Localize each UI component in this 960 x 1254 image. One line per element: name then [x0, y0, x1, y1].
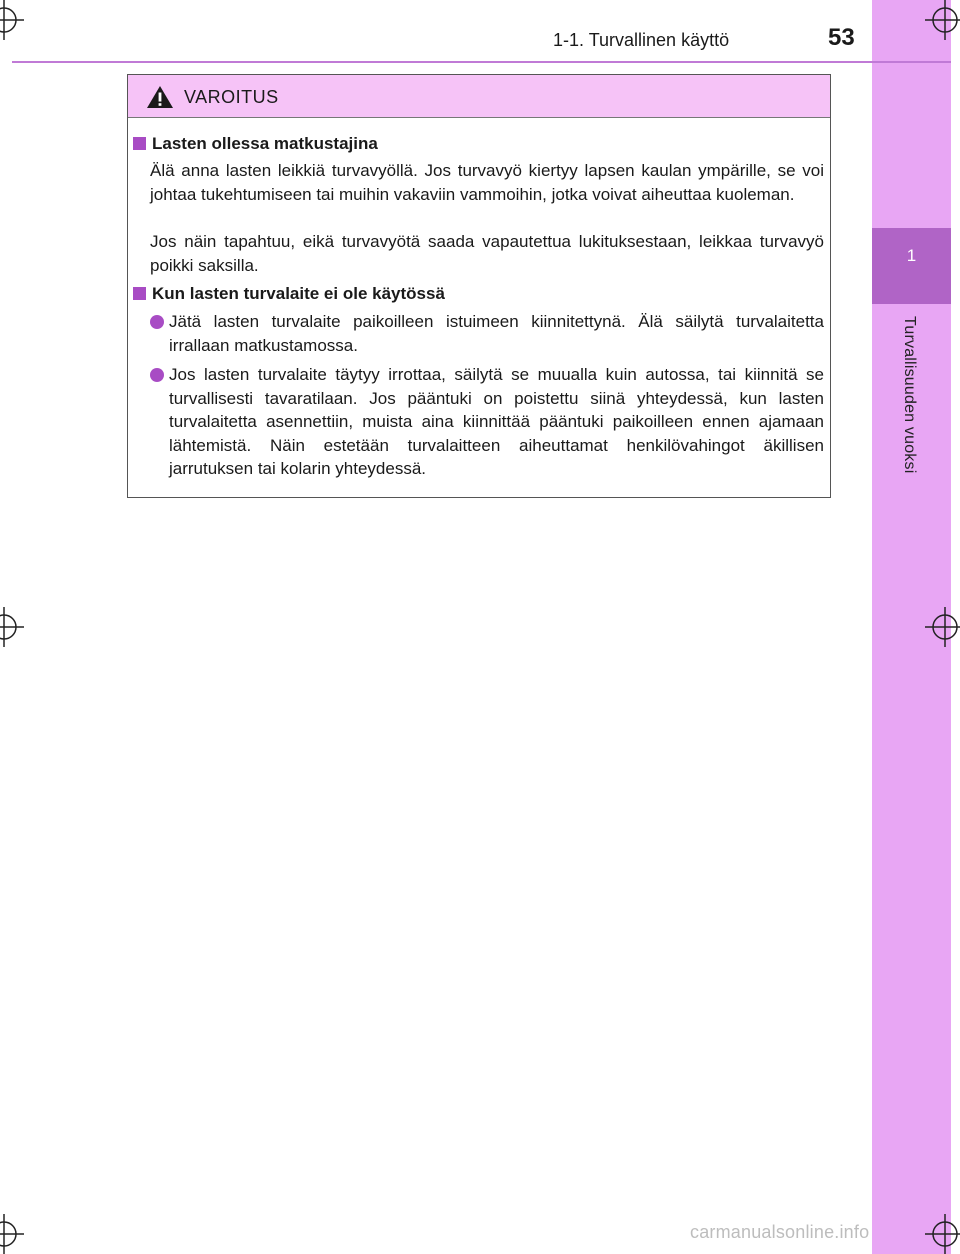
registration-mark-icon [925, 0, 960, 40]
section-heading-children-passengers: Lasten ollessa matkustajina [133, 134, 378, 154]
warning-box [127, 74, 831, 498]
page-number: 53 [828, 24, 855, 51]
list-item: Jätä lasten turvalaite paikoilleen istuimeen kiinnitettynä. Älä säilytä turvalaitetta irrallaan matkustamossa. [150, 310, 824, 357]
warning-header [128, 75, 830, 118]
chapter-number-block [872, 228, 951, 304]
round-bullet-icon [150, 315, 164, 329]
warning-triangle-icon [146, 85, 174, 109]
registration-mark-icon [0, 1214, 24, 1254]
paragraph: Jos näin tapahtuu, eikä turvavyötä saada vapautettua lukituksestaan, leikkaa turvavyö poikki saksilla. [150, 232, 824, 275]
paragraph: Älä anna lasten leikkiä turvavyöllä. Jos turvavyö kiertyy lapsen kaulan ympärille, se voi johtaa tukehtumiseen tai muihin vakaviin vammoihin, jotka voivat aiheuttaa kuoleman. [150, 161, 824, 204]
section-heading-seat-not-in-use: Kun lasten turvalaite ei ole käytössä [133, 284, 445, 304]
header-rule-tab [872, 61, 951, 63]
registration-mark-icon [0, 607, 24, 647]
header-rule [12, 61, 872, 63]
list-item: Jos lasten turvalaite täytyy irrottaa, säilytä se muualla kuin autossa, tai kiinnitä se turvallisesti tavaratilaan. Jos pääntuki on poistettu siinä yhteydessä, kun lasten turvalaitetta asennettiin, muista aina kiinnittää pääntuki paikoilleen ennen ajamaan lähtemistä. Näin estetään turvalaitteen aiheuttamat henkilövahingot äkillisen jarrutuksen tai kolarin yhteydessä. [150, 363, 824, 481]
round-bullet-icon [150, 368, 164, 382]
square-bullet-icon [133, 137, 146, 150]
warning-label: VAROITUS [184, 87, 279, 107]
registration-mark-icon [925, 607, 960, 647]
section-title: 1-1. Turvallinen käyttö [553, 30, 730, 50]
chapter-title: Turvallisuuden vuoksi [901, 316, 918, 474]
registration-mark-icon [0, 0, 24, 40]
registration-mark-icon [925, 1214, 960, 1254]
square-bullet-icon [133, 287, 146, 300]
chapter-number: 1 [906, 246, 917, 265]
watermark: carmanualsonline.info [690, 1222, 870, 1242]
